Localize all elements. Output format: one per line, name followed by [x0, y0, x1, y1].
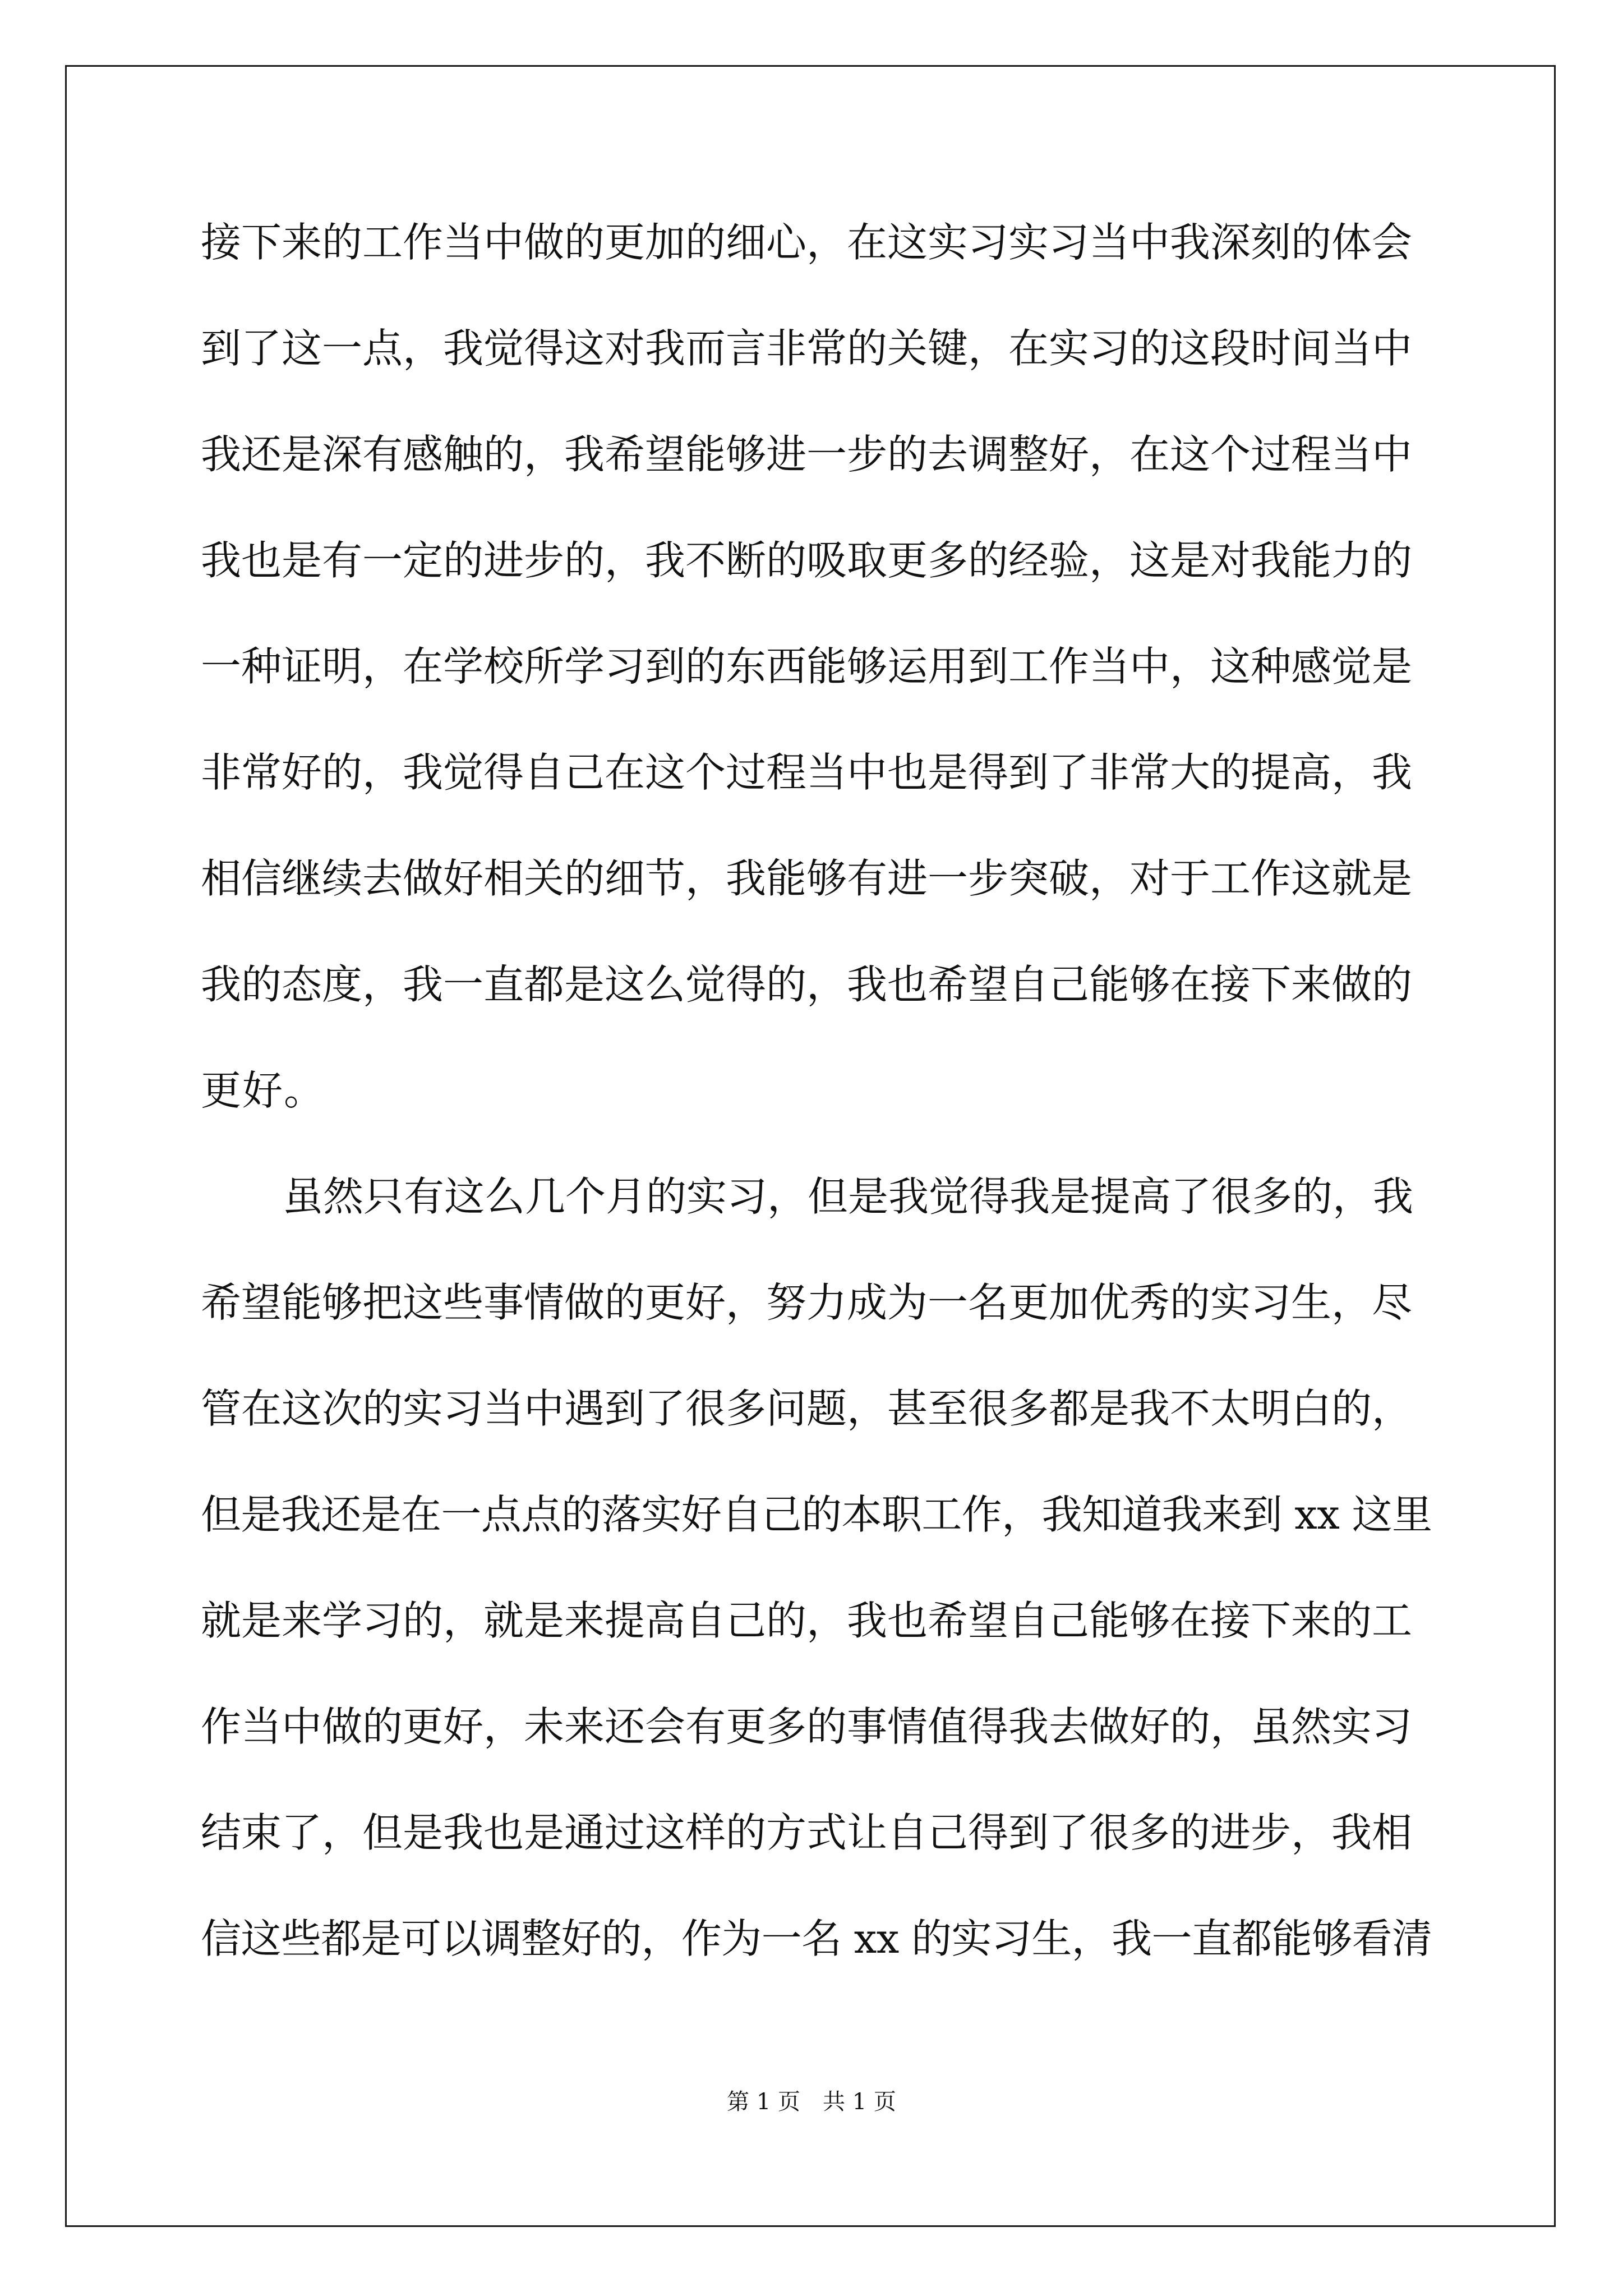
- text-line: 结束了，但是我也是通过这样的方式让自己得到了很多的进步，我相: [201, 1809, 1413, 1856]
- text-line: 但是我还是在一点点的落实好自己的本职工作，我知道我来到 xx 这里: [201, 1491, 1432, 1538]
- page-border: [65, 65, 1556, 2227]
- text-line: 我的态度，我一直都是这么觉得的，我也希望自己能够在接下来做的: [201, 961, 1413, 1008]
- text-line: 作当中做的更好，未来还会有更多的事情值得我去做好的，虽然实习: [201, 1703, 1413, 1750]
- text-line: 信这些都是可以调整好的，作为一名 xx 的实习生，我一直都能够看清: [201, 1915, 1432, 1962]
- text-line: 接下来的工作当中做的更加的细心，在这实习实习当中我深刻的体会: [201, 219, 1413, 266]
- text-line: 我还是深有感触的，我希望能够进一步的去调整好，在这个过程当中: [201, 431, 1413, 478]
- text-line: 一种证明，在学校所学习到的东西能够运用到工作当中，这种感觉是: [201, 643, 1413, 690]
- text-line: 就是来学习的，就是来提高自己的，我也希望自己能够在接下来的工: [201, 1597, 1413, 1644]
- text-line: 我也是有一定的进步的，我不断的吸取更多的经验，这是对我能力的: [201, 537, 1413, 584]
- text-line: 希望能够把这些事情做的更好，努力成为一名更加优秀的实习生，尽: [201, 1279, 1413, 1326]
- text-line: 到了这一点，我觉得这对我而言非常的关键，在实习的这段时间当中: [201, 325, 1413, 372]
- page-number-footer: 第 1 页 共 1 页: [727, 2089, 896, 2115]
- paragraph-first-line: 虽然只有这么几个月的实习，但是我觉得我是提高了很多的，我: [283, 1173, 1414, 1220]
- text-line: 相信继续去做好相关的细节，我能够有进一步突破，对于工作这就是: [201, 855, 1413, 902]
- text-line: 非常好的，我觉得自己在这个过程当中也是得到了非常大的提高，我: [201, 749, 1413, 796]
- text-line: 管在这次的实习当中遇到了很多问题，甚至很多都是我不太明白的，: [201, 1385, 1413, 1432]
- text-line: 更好。: [201, 1067, 326, 1114]
